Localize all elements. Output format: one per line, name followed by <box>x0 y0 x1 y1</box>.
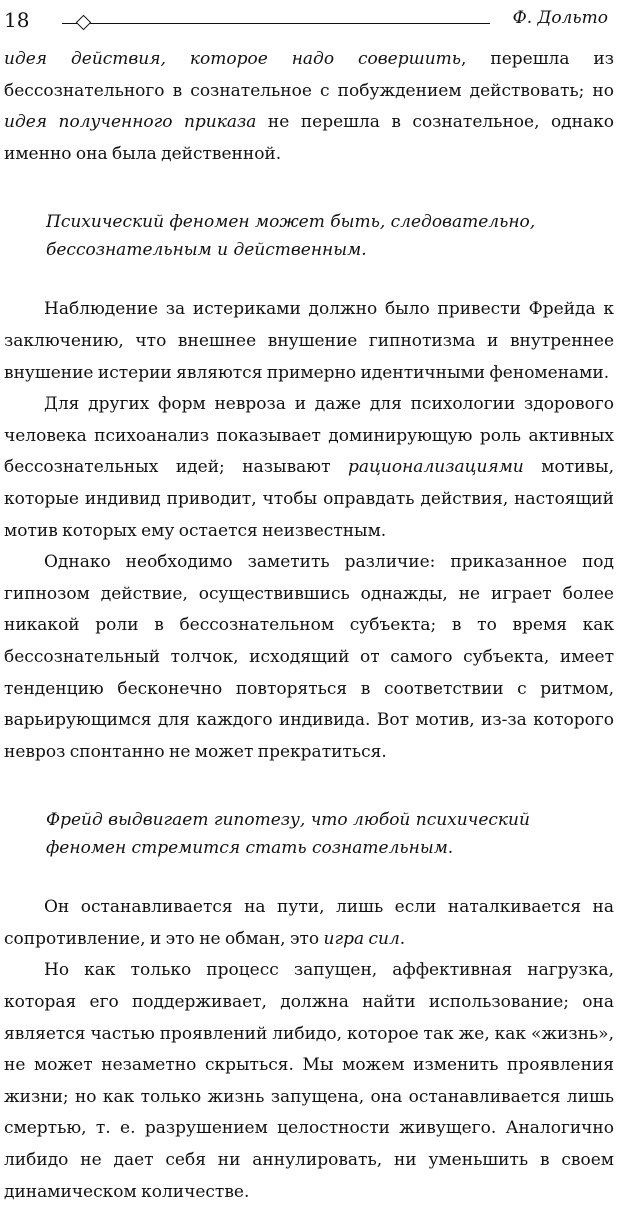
text-run: . <box>399 928 406 949</box>
thesis-1: Психический феномен может быть, следовательно, бессознательным и действенным. <box>46 212 536 261</box>
text-run: мотивы, которые индивид приводит, чтобы оправдать действия, настоящий мотив которых ему остается неизвестным. <box>4 457 614 541</box>
header-rule-ornament <box>76 15 92 31</box>
paragraph-5 <box>4 892 614 955</box>
paragraph-3 <box>4 389 614 547</box>
paragraph-6: Но как только процесс запущен, аффективная нагрузка, которая его поддерживает, должна найти использование; она является частью проявлений либидо, которое так же, как «жизнь», не может незаметно скрыться. Мы можем изменить проявления жизни; но как только жизнь запущена, она останавливается лишь смертью, т. е. разрушением целостности живущего. Аналогично либидо не дает себя ни аннулировать, ни уменьшить в своем динамическом количестве. <box>4 960 614 1202</box>
running-author: Ф. Дольто <box>512 8 608 28</box>
text-run: Для других форм невроза и даже для психологии здорового человека психоанализ показывает доминирующую роль активных бессознательных идей; называют <box>4 394 614 478</box>
header-rule <box>62 23 490 24</box>
emphasis: игра сил <box>323 928 400 949</box>
text-run: не перешла в сознательное, однако именно она была действенной. <box>4 112 614 164</box>
page-number: 18 <box>4 8 30 32</box>
paragraph-1 <box>4 44 614 170</box>
thesis-2: Фрейд выдвигает гипотезу, что любой психический феномен стремится стать сознательным. <box>46 810 530 859</box>
text-run: , перешла из бессознательного в сознательное с побуждением действовать; но <box>4 49 614 101</box>
emphasis: идея действия, которое надо совершить <box>4 49 462 69</box>
text-run: Он останавливается на пути, лишь если наталкивается на сопротивление, и это не обман, это <box>4 897 614 949</box>
running-header <box>0 6 620 36</box>
paragraph-4: Однако необходимо заметить различие: приказанное под гипнозом действие, осуществившись однажды, не играет более никакой роли в бессознательном субъекта; в то время как бессознательный толчок, исходящий от самого субъекта, имеет тенденцию бесконечно повторяться в соответствии с ритмом, варьирующимся для каждого индивида. Вот мотив, из-за которого невроз спонтанно не может прекратиться. <box>4 552 614 762</box>
paragraph-2: Наблюдение за истериками должно было привести Фрейда к заключению, что внешнее внушение гипнотизма и внутреннее внушение истерии являются примерно идентичными феноменами. <box>4 299 614 383</box>
emphasis: идея полученного приказа <box>4 112 257 133</box>
emphasis: рационализациями <box>348 457 524 478</box>
page-body <box>4 44 614 1208</box>
